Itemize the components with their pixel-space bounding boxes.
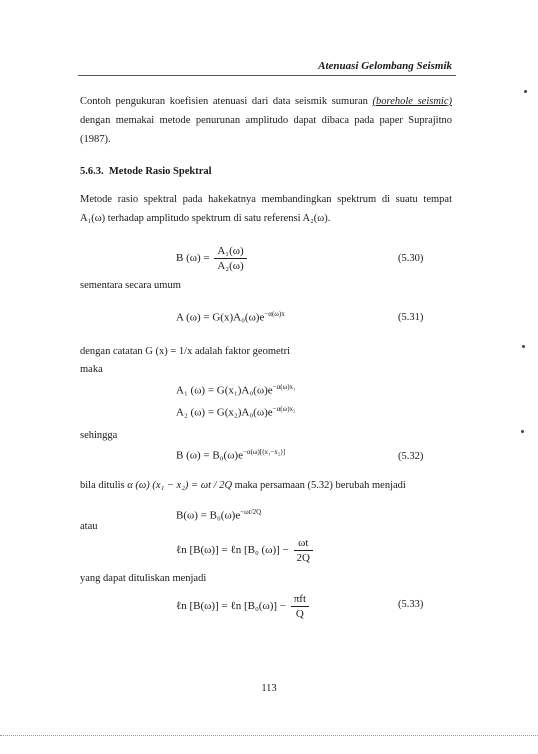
text-sementara: sementara secara umum <box>80 280 181 291</box>
equation-5-31 <box>176 310 285 324</box>
text-maka: maka <box>80 364 103 375</box>
text-catatan: dengan catatan G (x) = 1/x adalah faktor geometri <box>80 346 290 357</box>
eq-body: A₁ (ω) = G(x₁)A₀(ω)e <box>176 384 273 397</box>
text-bila-post: maka persamaan (5.32) berubah menjadi <box>232 480 406 491</box>
equation-number-5-33: (5.33) <box>398 599 424 610</box>
scan-edge <box>0 735 538 736</box>
text-bila-pre: bila ditulis <box>80 480 128 491</box>
header-rule <box>78 75 456 76</box>
eq-lhs: B (ω) = <box>176 252 210 265</box>
scan-speck <box>521 430 524 433</box>
eq-fraction <box>294 536 313 565</box>
running-header: Atenuasi Gelombang Seismik <box>318 60 452 72</box>
eq-numerator: πft <box>291 592 309 607</box>
eq-fraction <box>291 592 309 621</box>
eq-body: B (ω) = B₀(ω)e <box>176 449 243 462</box>
scan-speck <box>524 90 527 93</box>
eq-exponent: −α(ω)x₁ <box>272 383 296 391</box>
scan-speck <box>522 345 525 348</box>
text-yang: yang dapat dituliskan menjadi <box>80 573 207 584</box>
eq-body: B(ω) = B₀(ω)e <box>176 509 241 522</box>
eq-denominator: 2Q <box>296 552 310 564</box>
eq-lhs: ℓn [B(ω)] = ℓn [B₀(ω)] − <box>176 600 286 613</box>
equation-5-32 <box>176 448 285 462</box>
equation-number-5-30: (5.30) <box>398 253 424 264</box>
equation-a1 <box>176 383 295 397</box>
equation-5-30 <box>176 244 249 273</box>
equation-5-33 <box>176 592 311 621</box>
text-bila <box>80 480 406 491</box>
eq-exponent: −α(ω)[(x₁−x₂)] <box>242 448 286 456</box>
page-number: 113 <box>261 683 277 694</box>
eq-body: A₂ (ω) = G(x₂)A₀(ω)e <box>176 406 273 419</box>
eq-body: A (ω) = G(x)A₀(ω)e <box>176 311 265 324</box>
eq-exponent: −α(ω)x₂ <box>272 405 296 413</box>
intro-text-2: dengan memakai metode penurunan amplitudo dapat dibaca pada paper Suprajitno (1987). <box>80 115 452 145</box>
eq-lhs: ℓn [B(ω)] = ℓn [B₀ (ω)] − <box>176 544 289 557</box>
eq-exponent: −α(ω)x <box>264 310 285 318</box>
equation-b <box>176 508 261 522</box>
text-bila-expr: α (ω) (x₁ − x₂) = ωt / 2Q <box>127 480 233 491</box>
intro-text: Contoh pengukuran koefisien atenuasi dari data seismik sumuran <box>80 96 373 107</box>
section-number: 5.6.3. <box>80 166 104 177</box>
equation-number-5-32: (5.32) <box>398 451 424 462</box>
text-sehingga: sehingga <box>80 430 118 441</box>
eq-exponent: −ωt/2Q <box>240 508 262 516</box>
intro-italic: (borehole seismic) <box>372 96 453 107</box>
text-atau: atau <box>80 521 98 532</box>
eq-numerator: ωt <box>294 536 313 551</box>
equation-ln-1 <box>176 536 315 565</box>
eq-numerator: A₁(ω) <box>214 244 246 259</box>
section-title: Metode Rasio Spektral <box>108 166 212 177</box>
equation-number-5-31: (5.31) <box>398 312 424 323</box>
eq-denominator: A₂(ω) <box>217 260 244 272</box>
eq-denominator: Q <box>295 608 304 620</box>
section-description: Metode rasio spektral pada hakekatnya membandingkan spektrum di suatu tempat A₁(ω) terhadap amplitudo spektrum di satu referensi A₂(ω). <box>80 194 452 224</box>
eq-fraction <box>214 244 246 273</box>
equation-a2 <box>176 405 295 419</box>
section-heading <box>80 166 212 177</box>
intro-paragraph <box>80 92 452 149</box>
